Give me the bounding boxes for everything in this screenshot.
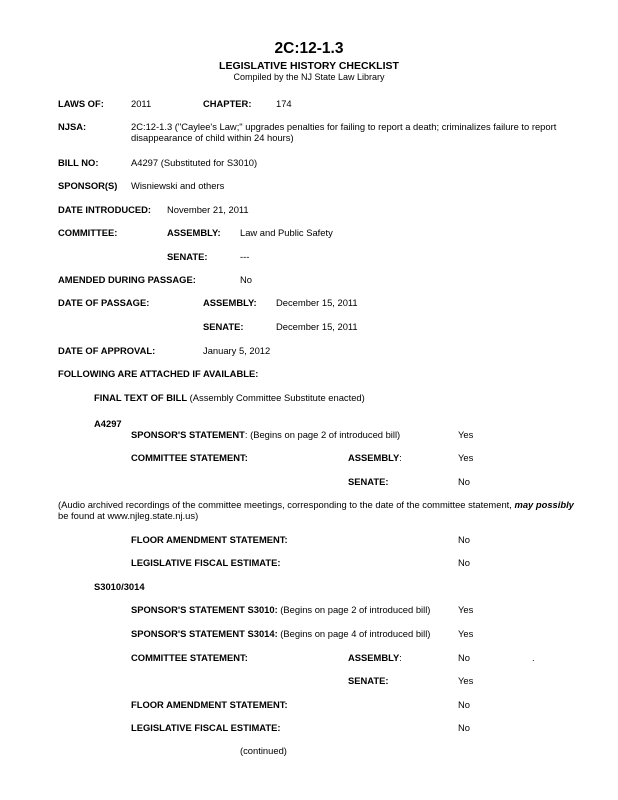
audio-note-text: (Audio archived recordings of the committee meetings, corresponding to the date of the committee statement, — [58, 499, 512, 510]
committee-assembly-label: ASSEMBLY: — [167, 227, 221, 238]
chapter-label: CHAPTER: — [203, 98, 252, 109]
s3010-assembly-colon: : — [399, 652, 402, 663]
bill-no-label: BILL NO: — [58, 157, 99, 168]
audio-note-line1 — [58, 499, 574, 510]
a4297-assembly-label: ASSEMBLY — [348, 452, 400, 463]
a4297-assembly-colon: : — [399, 452, 402, 463]
s3010-sponsor2-value: Yes — [458, 628, 474, 639]
njsa-value-line1: 2C:12-1.3 ("Caylee's Law;" upgrades penalties for failing to report a death; criminalizes failure to report — [131, 121, 557, 132]
compiled-by: Compiled by the NJ State Law Library — [233, 72, 385, 82]
final-text-value: (Assembly Committee Substitute enacted) — [189, 392, 365, 403]
njsa-label: NJSA: — [58, 121, 87, 132]
committee-senate-label: SENATE: — [167, 251, 208, 262]
s3010-senate-label: SENATE: — [348, 675, 389, 686]
audio-note-line2: be found at www.njleg.state.nj.us) — [58, 510, 199, 521]
s3010-sponsor1-value: Yes — [458, 604, 474, 615]
final-text-row — [94, 392, 365, 403]
a4297-floor-value: No — [458, 534, 470, 545]
laws-of-label: LAWS OF: — [58, 98, 104, 109]
page-title: 2C:12-1.3 — [274, 40, 344, 57]
a4297-assembly-row — [348, 452, 402, 463]
a4297-sponsor-label: SPONSOR'S STATEMENT — [131, 429, 245, 440]
continued-note: (continued) — [240, 745, 287, 756]
s3010-fiscal-value: No — [458, 722, 470, 733]
a4297-sponsor-row — [131, 429, 400, 440]
committee-label: COMMITTEE: — [58, 227, 118, 238]
passage-assembly-value: December 15, 2011 — [276, 297, 358, 308]
amended-label: AMENDED DURING PASSAGE: — [58, 274, 196, 285]
s3010-sponsor1-row — [131, 604, 430, 615]
date-introduced-label: DATE INTRODUCED: — [58, 204, 152, 215]
a4297-sponsor-note: : (Begins on page 2 of introduced bill) — [244, 429, 401, 440]
page-subtitle: LEGISLATIVE HISTORY CHECKLIST — [219, 60, 399, 72]
stray-mark: . — [532, 652, 535, 663]
passage-senate-label: SENATE: — [203, 321, 244, 332]
date-of-passage-label: DATE OF PASSAGE: — [58, 297, 150, 308]
a4297-committee-label: COMMITTEE STATEMENT: — [131, 452, 248, 463]
audio-note-emphasis: may possibly — [514, 499, 574, 510]
s3010-assembly-value: No — [458, 652, 470, 663]
s3010-floor-value: No — [458, 699, 470, 710]
s3010-sponsor2-label: SPONSOR'S STATEMENT S3014: — [131, 628, 278, 639]
date-of-approval-value: January 5, 2012 — [203, 345, 271, 356]
committee-senate-value: --- — [240, 251, 250, 262]
sponsors-value: Wisniewski and others — [131, 180, 225, 191]
s3010-senate-value: Yes — [458, 675, 474, 686]
s3010-assembly-label: ASSEMBLY — [348, 652, 400, 663]
a4297-heading: A4297 — [94, 418, 122, 429]
a4297-floor-label: FLOOR AMENDMENT STATEMENT: — [131, 534, 288, 545]
chapter-value: 174 — [276, 98, 292, 109]
attached-heading: FOLLOWING ARE ATTACHED IF AVAILABLE: — [58, 368, 259, 379]
s3010-sponsor2-note: (Begins on page 4 of introduced bill) — [277, 628, 431, 639]
s3010-sponsor1-label: SPONSOR'S STATEMENT S3010: — [131, 604, 278, 615]
a4297-fiscal-label: LEGISLATIVE FISCAL ESTIMATE: — [131, 557, 281, 568]
date-introduced-value: November 21, 2011 — [167, 204, 249, 215]
committee-assembly-value: Law and Public Safety — [240, 227, 333, 238]
a4297-assembly-value: Yes — [458, 452, 474, 463]
s3010-sponsor1-note: (Begins on page 2 of introduced bill) — [277, 604, 431, 615]
date-of-approval-label: DATE OF APPROVAL: — [58, 345, 156, 356]
amended-value: No — [240, 274, 252, 285]
sponsors-label: SPONSOR(S) — [58, 180, 118, 191]
a4297-senate-label: SENATE: — [348, 476, 389, 487]
s3010-sponsor2-row — [131, 628, 430, 639]
s3010-assembly-row — [348, 652, 402, 663]
final-text-label: FINAL TEXT OF BILL — [94, 392, 188, 403]
s3010-floor-label: FLOOR AMENDMENT STATEMENT: — [131, 699, 288, 710]
s3010-committee-label: COMMITTEE STATEMENT: — [131, 652, 248, 663]
a4297-sponsor-value: Yes — [458, 429, 474, 440]
passage-assembly-label: ASSEMBLY: — [203, 297, 257, 308]
laws-of-value: 2011 — [131, 98, 152, 109]
s3010-heading: S3010/3014 — [94, 581, 145, 592]
njsa-value-line2: disappearance of child within 24 hours) — [131, 132, 294, 143]
s3010-fiscal-label: LEGISLATIVE FISCAL ESTIMATE: — [131, 722, 281, 733]
passage-senate-value: December 15, 2011 — [276, 321, 358, 332]
bill-no-value: A4297 (Substituted for S3010) — [131, 157, 258, 168]
a4297-fiscal-value: No — [458, 557, 470, 568]
a4297-senate-value: No — [458, 476, 470, 487]
